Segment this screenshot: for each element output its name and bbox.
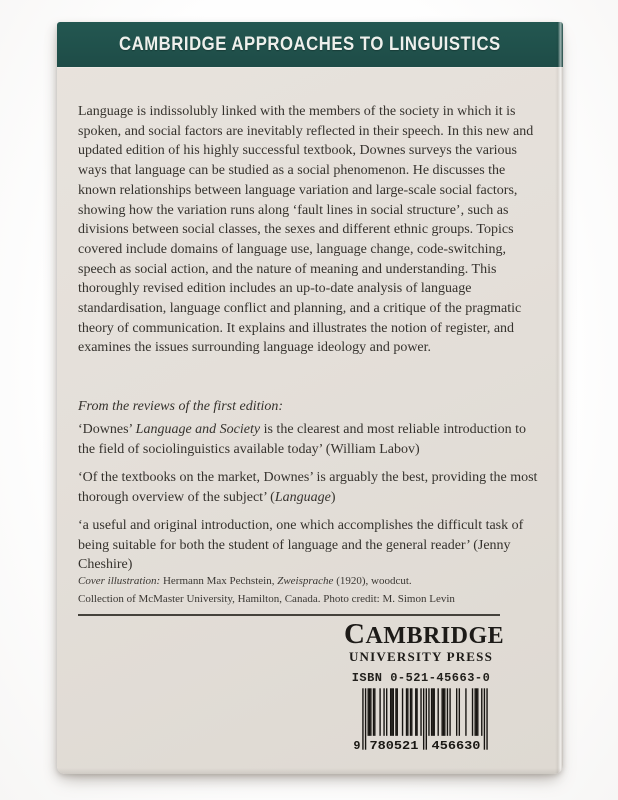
publisher-name-cambridge: CAMBRIDGE [344,618,505,650]
divider-rule [78,614,500,616]
barcode-digit-lead: 9 [353,739,361,750]
credit-line-1: Cover illustration: Hermann Max Pechstein, Zweisprache (1920), woodcut. [78,575,412,587]
barcode-svg [353,688,489,750]
blurb-text: Language is indissolubly linked with the members of the society in which it is spoken, and social factors are inevitably reflected in their speech. In this new and updated edition of his highly successful textbook, Downes surveys the various ways that language can be studied as a social phenomenon. He discusses the known relationships between language variation and large-scale social factors, showing how the variation runs along ‘fault lines in social structure’, such as divisions between social classes, the sexes and different ethnic groups. Topics covered include domains of language use, language change, code-switching, speech as social action, and the nature of meaning and understanding. This thoroughly revised edition includes an up-to-date analysis of language standardisation, language conflict and planning, and a critique of the pragmatic theory of communication. It explains and illustrates the notion of register, and examines the issues surrounding language ideology and power. [78,104,534,356]
series-title: CAMBRIDGE APPROACHES TO LINGUISTICS [119,33,501,55]
review-quote-labov: ‘Downes’ Language and Society is the clearest and most reliable introduction to the field of sociolinguistics available today’ (William Labov) [78,422,527,457]
isbn-label: ISBN 0-521-45663-0 [351,671,491,685]
publisher-block [344,618,505,755]
barcode [344,688,498,755]
barcode-digits-group2: 456630 [431,739,481,750]
review-quote-cheshire: ‘a useful and original introduction, one which accomplishes the difficult task of being suitable for both the student of language and the general reader’ (Jenny Cheshire) [78,518,524,572]
reviews-section [78,420,544,584]
series-banner [57,22,563,67]
review-quote-language: ‘Of the textbooks on the market, Downes’ is arguably the best, providing the most thorough overview of the subject’ (Language) [78,470,538,505]
publisher-name-university-press: UNIVERSITY PRESS [348,649,494,664]
book-back-cover [57,22,563,774]
cover-illustration-credit [78,572,544,608]
credit-line-2: Collection of McMaster University, Hamilton, Canada. Photo credit: M. Simon Levin [78,593,455,605]
reviews-heading: From the reviews of the first edition: [78,399,284,414]
barcode-digits-group1: 780521 [369,739,419,750]
